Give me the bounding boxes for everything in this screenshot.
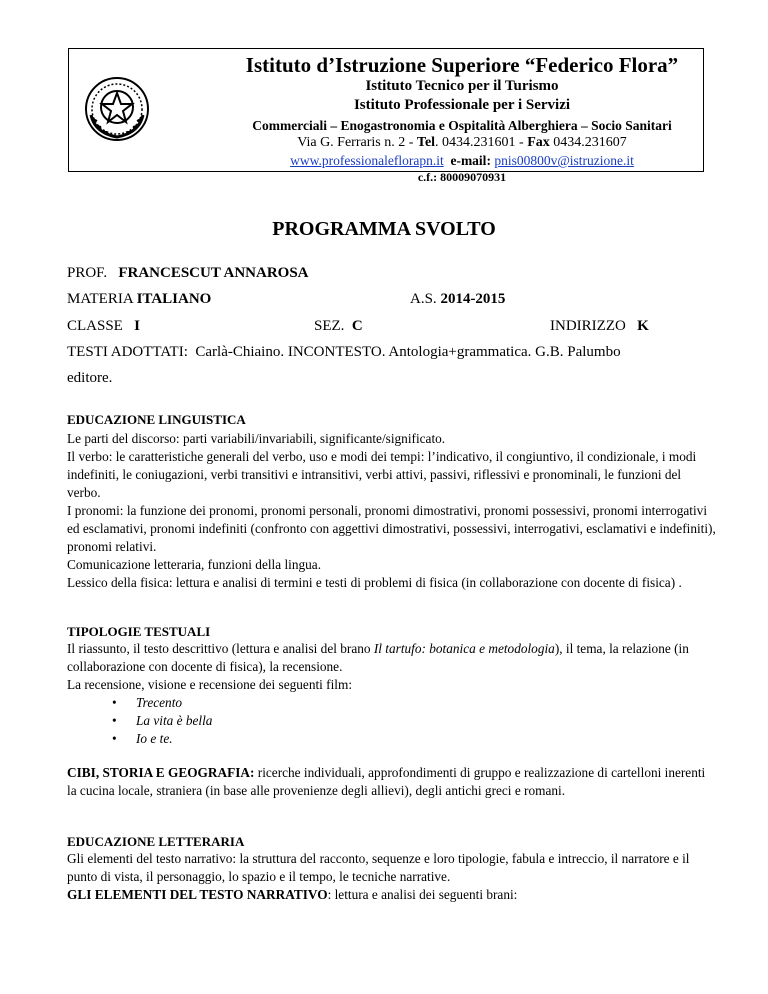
section-body-letteraria xyxy=(67,850,717,904)
tel-value: . 0434.231601 - xyxy=(435,135,528,150)
paragraph: La recensione, visione e recensione dei seguenti film: xyxy=(67,677,353,692)
fax-value: 0434.231607 xyxy=(549,135,627,150)
italic-title: Il tartufo: botanica e metodologia xyxy=(373,641,555,656)
website-link[interactable]: www.professionaleflorapn.it xyxy=(290,153,444,168)
section-body-tipologie xyxy=(67,640,717,694)
page-title: PROGRAMMA SVOLTO xyxy=(272,218,496,240)
fiscal-code: c.f.: 80009070931 xyxy=(417,170,507,184)
section-heading-letteraria: EDUCAZIONE LETTERARIA xyxy=(67,834,245,849)
paragraph: Lessico della fisica: lettura e analisi di termini e testi di problemi di fisica (in collaborazione con docente di fisica) . xyxy=(67,575,682,590)
list-item: • La vita è bella xyxy=(112,712,212,730)
classe-label: CLASSE xyxy=(67,318,123,334)
as-label: A.S. xyxy=(410,291,437,307)
school-subtitle-indirizzi: Commerciali – Enogastronomia e Ospitalità Alberghiera – Socio Sanitari xyxy=(252,118,672,133)
subheading: GLI ELEMENTI DEL TESTO NARRATIVO xyxy=(67,887,328,902)
school-header xyxy=(68,48,704,184)
paragraph xyxy=(67,640,717,676)
prof-label: PROF. xyxy=(67,265,108,281)
tel-label: Tel xyxy=(416,135,436,150)
section-cibi xyxy=(67,764,717,800)
classe-value: I xyxy=(134,318,140,334)
school-subtitle-servizi: Istituto Professionale per i Servizi xyxy=(353,97,571,113)
email-label: e-mail: xyxy=(450,153,491,168)
indirizzo-label: INDIRIZZO xyxy=(550,318,626,334)
section-heading-cibi: CIBI, STORIA E GEOGRAFIA: xyxy=(67,765,255,780)
as-value: 2014-2015 xyxy=(440,291,506,307)
email-link[interactable]: pnis00800v@istruzione.it xyxy=(494,153,634,168)
testi-row xyxy=(67,344,621,361)
paragraph: Il verbo: le caratteristiche generali del verbo, uso e modi dei tempi: l’indicativo, il congiuntivo, il condizionale, i modi indefiniti, le coniugazioni, verbi transitivi e intransitivi, verbi attivi, passivi, riflessivi e pronominali, le funzioni del verbo. xyxy=(67,449,697,500)
materia-value: ITALIANO xyxy=(136,291,212,307)
paragraph xyxy=(67,764,717,800)
list-item: • Io e te. xyxy=(112,730,212,748)
paragraph: Comunicazione letteraria, funzioni della lingua. xyxy=(67,557,322,572)
sez-value: C xyxy=(351,318,363,334)
testi-row-cont: editore. xyxy=(67,370,113,386)
school-subtitle-turismo: Istituto Tecnico per il Turismo xyxy=(365,78,559,94)
prof-row xyxy=(67,265,309,282)
address-text: Via G. Ferraris n. 2 - xyxy=(297,135,417,150)
testi-label: TESTI ADOTTATI: xyxy=(67,344,188,360)
film-list xyxy=(112,694,212,748)
prof-value: FRANCESCUT ANNAROSA xyxy=(118,265,309,281)
paragraph: I pronomi: la funzione dei pronomi, pronomi personali, pronomi dimostrativi, pronomi possessivi, pronomi interrogativi ed esclamativi, pronomi indefiniti (confronto con aggettivi dimostrativi, possessivi, interrogativi, esclamativi e indefiniti), pronomi relativi. xyxy=(67,503,716,554)
section-heading-tipologie: TIPOLOGIE TESTUALI xyxy=(67,624,211,639)
text-span: : lettura e analisi dei seguenti brani: xyxy=(327,887,518,902)
anno-scolastico xyxy=(410,291,505,308)
paragraph: Le parti del discorso: parti variabili/invariabili, significante/significato. xyxy=(67,431,446,446)
indirizzo-value: K xyxy=(637,318,649,334)
sezione xyxy=(314,318,363,335)
paragraph: Gli elementi del testo narrativo: la struttura del racconto, sequenze e loro tipologie, fabula e intreccio, il narratore e il punto di vista, il personaggio, lo spazio e il tempo, le tecniche narrative. xyxy=(67,851,690,884)
text-span: ricerche individuali, approfondimenti di gruppo e realizzazione di cartelloni inerenti la cucina locale, straniera (in base alle provenienze degli allievi), degli antichi greci e romani. xyxy=(67,765,706,798)
materia-label: MATERIA xyxy=(67,291,133,307)
paragraph xyxy=(67,886,717,904)
text-span: Il riassunto, il testo descrittivo (lettura e analisi del brano xyxy=(67,641,374,656)
materia-row xyxy=(67,291,211,308)
section-body-linguistica xyxy=(67,430,717,592)
testi-value: Carlà-Chiaino. INCONTESTO. Antologia+grammatica. G.B. Palumbo xyxy=(195,344,621,360)
school-address xyxy=(219,135,705,151)
text-span: ), il tema, la relazione (in collaborazione con docente di fisica), la recensione. xyxy=(67,641,689,674)
school-name: Istituto d’Istruzione Superiore “Federico Flora” xyxy=(245,53,679,77)
indirizzo xyxy=(550,318,649,335)
list-item: • Trecento xyxy=(112,694,212,712)
classe-row xyxy=(67,318,140,335)
fax-label: Fax xyxy=(527,135,550,150)
school-contacts xyxy=(219,153,705,169)
sez-label: SEZ. xyxy=(314,318,345,334)
italian-republic-emblem-icon xyxy=(83,75,151,143)
section-heading-linguistica: EDUCAZIONE LINGUISTICA xyxy=(67,412,246,427)
